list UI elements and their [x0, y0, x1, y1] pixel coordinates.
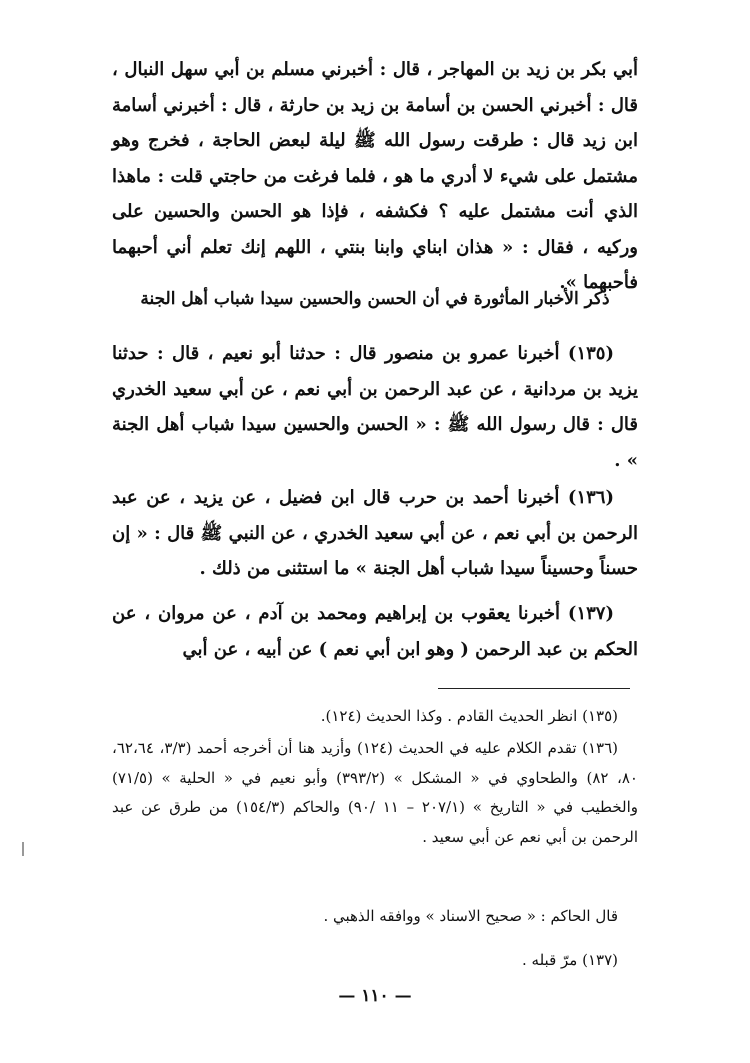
footnote-135: (١٣٥) انظر الحديث القادم . وكذا الحديث (١٢٤). — [320, 707, 618, 725]
page-number: — ١١٠ — — [338, 986, 412, 1006]
section-heading: ذكر الأخبار المأثورة في أن الحسن والحسين سيدا شباب أهل الجنة — [140, 289, 610, 309]
body-paragraph-continued: أبي بكر بن زيد بن المهاجر ، قال : أخبرني مسلم بن أبي سهل النبال ، قال : أخبرني الحسن بن أسامة بن زيد بن حارثة ، قال : أخبرني أسامة ابن زيد قال : طرقت رسول الله ﷺ ليلة لبعض الحاجة ، فخرج وهو مشتمل على شيء لا أدري ما هو ، فلما فرغت من حاجتي قلت : ماهذا الذي أنت مشتمل عليه ؟ فكشفه ، فإذا هو الحسن والحسين على وركيه ، فقال : « هذان ابناي وابنا بنتي ، اللهم إنك تعلم أني أحبهما فأحبهما ». — [112, 59, 638, 293]
margin-mark — [22, 842, 24, 856]
hadith-137: (١٣٧) أخبرنا يعقوب بن إبراهيم ومحمد بن آدم ، عن مروان ، عن الحكم بن عبد الرحمن ( وهو ابن أبي نعم ) عن أبيه ، عن أبي — [112, 603, 638, 660]
footnote-136: (١٣٦) تقدم الكلام عليه في الحديث (١٢٤) وأزيد هنا أن أخرجه أحمد (٣/٣، ٦٢،٦٤، ٨٠، ٨٢) والطحاوي في « المشكل » (٣٩٣/٢) وأبو نعيم في « الحلية » (٧١/٥) والخطيب في « التاريخ » (٢٠٧/١ – ١١ /٩٠) والحاكم (١٥٤/٣) من طرق عن عبد الرحمن بن أبي نعم عن أبي سعيد . — [112, 739, 639, 846]
footnote-separator — [438, 688, 630, 689]
footnote-137: (١٣٧) مرّ قبله . — [522, 951, 618, 969]
hadith-135: (١٣٥) أخبرنا عمرو بن منصور قال : حدثنا أبو نعيم ، قال : حدثنا يزيد بن مردانية ، عن عبد الرحمن بن أبي نعم ، عن أبي سعيد الخدري قال : قال رسول الله ﷺ : « الحسن والحسين سيدا شباب أهل الجنة » . — [112, 343, 638, 471]
footnote-hakim-note: قال الحاكم : « صحيح الاسناد » ووافقه الذهبي . — [323, 907, 618, 925]
hadith-136: (١٣٦) أخبرنا أحمد بن حرب قال ابن فضيل ، عن يزيد ، عن عبد الرحمن بن أبي نعم ، عن أبي سعيد الخدري ، عن النبي ﷺ قال : « إن حسناً وحسيناً سيدا شباب أهل الجنة » ما استثنى من ذلك . — [112, 487, 638, 579]
